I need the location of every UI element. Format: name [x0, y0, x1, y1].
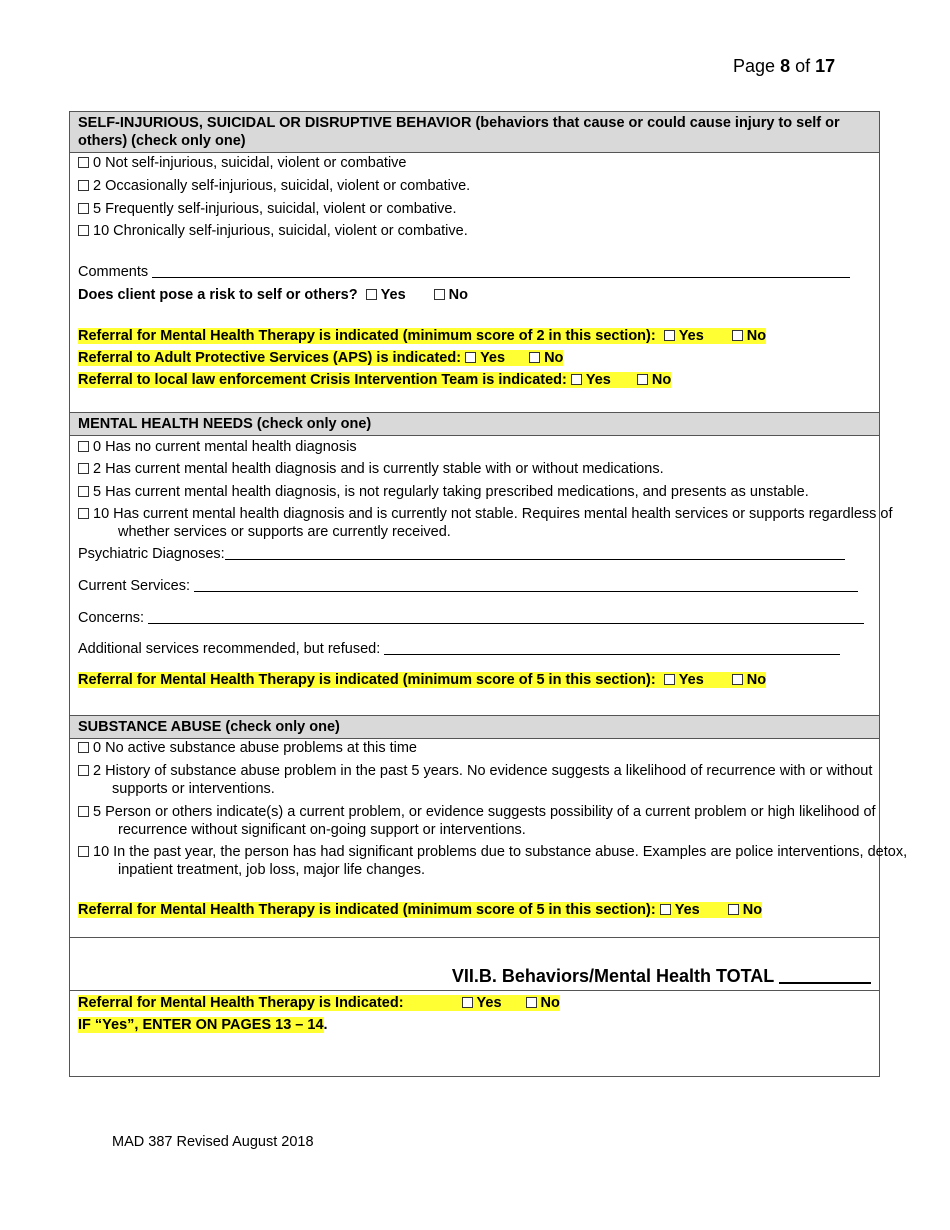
form-frame [69, 111, 908, 1077]
psych-diagnoses-field[interactable]: Psychiatric Diagnoses: [78, 545, 845, 563]
checkbox-icon[interactable] [462, 997, 473, 1008]
footer-form-id: MAD 387 Revised August 2018 [112, 1134, 314, 1150]
comments-field[interactable]: Comments [78, 263, 850, 281]
option-mh-10[interactable]: 10 Has current mental health diagnosis and is currently not stable. Requires mental health services or supports regardless of whether services or supports are currently received. [78, 505, 908, 541]
checkbox-icon[interactable] [78, 846, 89, 857]
risk-question: Does client pose a risk to self or others? Yes No [78, 287, 469, 303]
page-number: Page 8 of 17 [733, 56, 836, 76]
checkbox-icon[interactable] [664, 330, 675, 341]
checkbox-icon[interactable] [78, 742, 89, 753]
referral-mht-self: Referral for Mental Health Therapy is indicated (minimum score of 2 in this section): Yes No [78, 328, 767, 344]
referral-mht-mental: Referral for Mental Health Therapy is indicated (minimum score of 5 in this section): Yes No [78, 672, 767, 688]
referral-mht-substance: Referral for Mental Health Therapy is indicated (minimum score of 5 in this section): Yes No [78, 902, 763, 918]
checkbox-icon[interactable] [366, 289, 377, 300]
checkbox-icon[interactable] [526, 997, 537, 1008]
checkbox-icon[interactable] [571, 374, 582, 385]
option-sa-10[interactable]: 10 In the past year, the person has had significant problems due to substance abuse. Examples are police interventions, detox, inpatient treatment, job loss, major life changes. [78, 843, 908, 879]
option-sa-0[interactable]: 0 No active substance abuse problems at this time [78, 739, 417, 757]
concerns-field[interactable]: Concerns: [78, 609, 864, 627]
checkbox-icon[interactable] [78, 225, 89, 236]
additional-services-field[interactable]: Additional services recommended, but refused: [78, 640, 840, 658]
checkbox-icon[interactable] [664, 674, 675, 685]
referral-aps: Referral to Adult Protective Services (APS) is indicated: Yes No [78, 350, 564, 366]
checkbox-icon[interactable] [78, 806, 89, 817]
option-self-2[interactable]: 2 Occasionally self-injurious, suicidal, violent or combative. [78, 177, 470, 195]
option-self-5[interactable]: 5 Frequently self-injurious, suicidal, violent or combative. [78, 200, 456, 218]
checkbox-icon[interactable] [465, 352, 476, 363]
checkbox-icon[interactable] [78, 508, 89, 519]
checkbox-icon[interactable] [78, 765, 89, 776]
checkbox-icon[interactable] [732, 674, 743, 685]
option-mh-2[interactable]: 2 Has current mental health diagnosis and is currently stable with or without medications. [78, 460, 664, 478]
option-self-0[interactable]: 0 Not self-injurious, suicidal, violent or combative [78, 154, 407, 172]
checkbox-icon[interactable] [78, 486, 89, 497]
checkbox-icon[interactable] [78, 463, 89, 474]
current-services-field[interactable]: Current Services: [78, 577, 858, 595]
option-self-10[interactable]: 10 Chronically self-injurious, suicidal, violent or combative. [78, 222, 468, 240]
section-heading-mental-health: MENTAL HEALTH NEEDS (check only one) [70, 412, 879, 436]
divider [70, 937, 879, 938]
checkbox-icon[interactable] [78, 203, 89, 214]
section-total: VII.B. Behaviors/Mental Health TOTAL [452, 964, 871, 987]
option-sa-2[interactable]: 2 History of substance abuse problem in the past 5 years. No evidence suggests a likelihood of recurrence with or without supports or interventions. [78, 762, 902, 798]
section-heading-substance-abuse: SUBSTANCE ABUSE (check only one) [70, 715, 879, 739]
divider [70, 990, 879, 991]
enter-pages-note: IF “Yes”, ENTER ON PAGES 13 – 14. [78, 1017, 328, 1033]
option-mh-5[interactable]: 5 Has current mental health diagnosis, is not regularly taking prescribed medications, and presents as unstable. [78, 483, 809, 501]
checkbox-icon[interactable] [78, 441, 89, 452]
checkbox-icon[interactable] [660, 904, 671, 915]
option-mh-0[interactable]: 0 Has no current mental health diagnosis [78, 438, 357, 456]
checkbox-icon[interactable] [78, 180, 89, 191]
checkbox-icon[interactable] [732, 330, 743, 341]
referral-cit: Referral to local law enforcement Crisis Intervention Team is indicated: Yes No [78, 372, 672, 388]
checkbox-icon[interactable] [78, 157, 89, 168]
option-sa-5[interactable]: 5 Person or others indicate(s) a current problem, or evidence suggests possibility of a current problem or high likelihood of recurrence without significant on-going support or interventions. [78, 803, 908, 839]
checkbox-icon[interactable] [728, 904, 739, 915]
final-referral: Referral for Mental Health Therapy is Indicated: Yes No [78, 995, 560, 1011]
checkbox-icon[interactable] [529, 352, 540, 363]
checkbox-icon[interactable] [434, 289, 445, 300]
section-heading-self-injurious: SELF-INJURIOUS, SUICIDAL OR DISRUPTIVE BEHAVIOR (behaviors that cause or could cause injury to self or others) (check only one) [70, 112, 879, 153]
checkbox-icon[interactable] [637, 374, 648, 385]
